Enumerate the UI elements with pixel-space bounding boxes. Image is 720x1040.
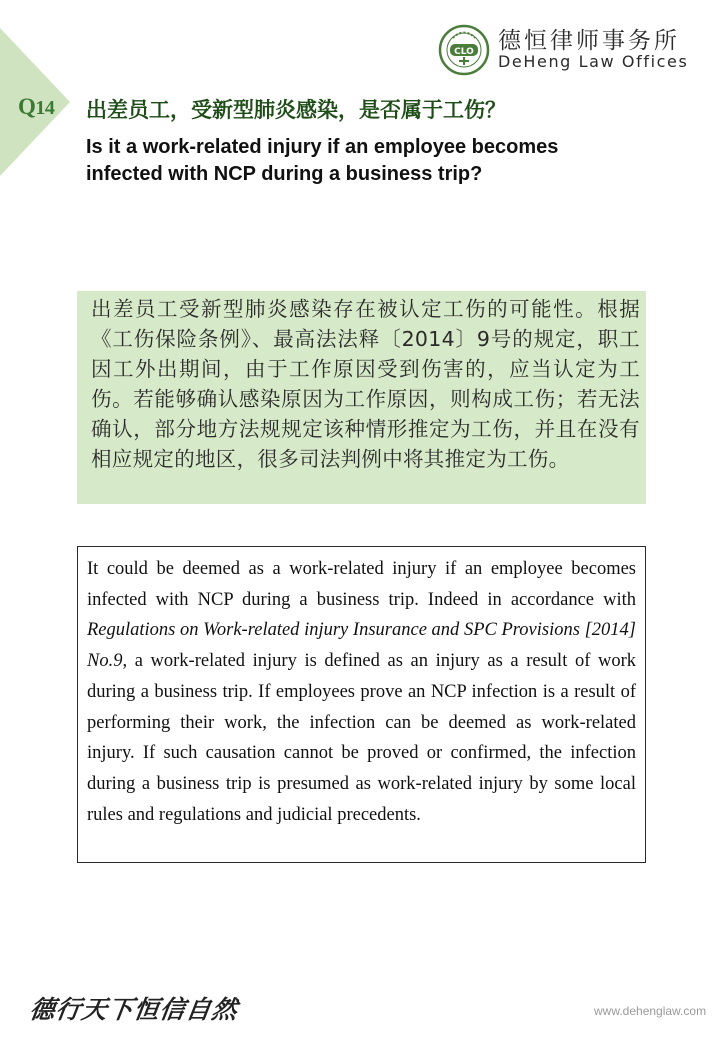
answer-en-box [77,546,646,863]
firm-logo-icon [438,24,490,76]
footer-motto: 德行天下恒信自然 [27,995,240,1024]
regulation-citation: Regulations on Work-related injury Insurance and SPC Provisions [2014] No.9 [87,620,636,672]
firm-name-en: DeHeng Law Offices [498,52,689,71]
question-title-cn: 出差员工，受新型肺炎感染，是否属于工伤？ [86,98,506,122]
answer-en-text: It could be deemed as a work-related injury if an employee becomes infected with NCP during a business trip. Indeed in accordance with Regulations on Work-related injury Insurance and SPC Provisions [2014] No.9, a work-related injury is defined as an injury as a result of work during a business trip. If employees prove an NCP infection is a result of performing their work, the infection can be deemed as work-related injury. If such causation cannot be proved or confirmed, the infection during a business trip is presumed as work-related injury by some local rules and regulations and judicial precedents. [87,559,636,825]
firm-logo-header [438,22,708,78]
answer-cn-box [77,291,646,504]
question-title-en: Is it a work-related injury if an employee becomes infected with NCP during a business trip? [86,136,559,185]
footer-website: www.dehenglaw.com [594,1004,707,1018]
svg-text:CLO: CLO [454,47,474,57]
answer-cn-text: 出差员工受新型肺炎感染存在被认定工伤的可能性。根据《工伤保险条例》、最高法法释〔2014〕9号的规定，职工因工外出期间，由于工作原因受到伤害的，应当认定为工伤。若能够确认感染原因为工作原因，则构成工伤；若无法确认，部分地方法规规定该种情形推定为工伤，并且在没有相应规定的地区，很多司法判例中将其推定为工伤。 [91,297,640,471]
firm-name-cn: 德恒律师事务所 [498,28,680,54]
question-number: Q14 [18,94,55,119]
